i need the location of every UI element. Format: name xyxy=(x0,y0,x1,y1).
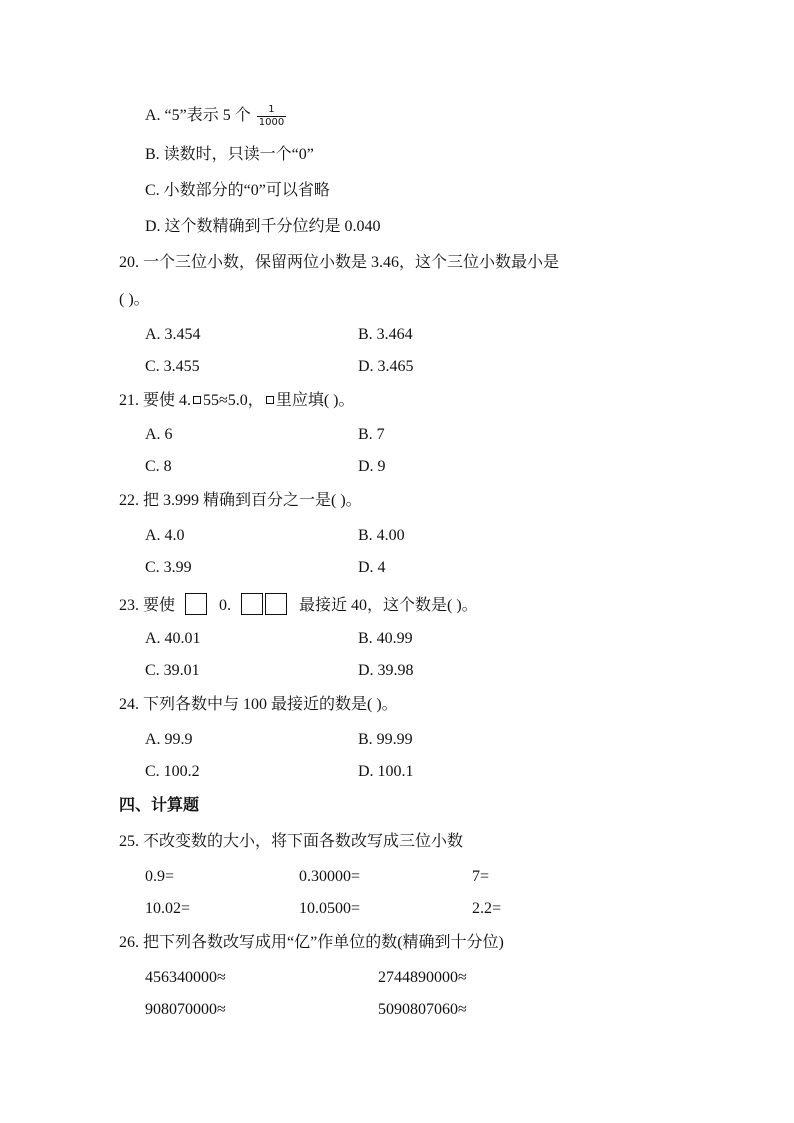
q26-item: 5090807060≈ xyxy=(378,1001,467,1018)
q20-text-line2: ( )。 xyxy=(119,291,150,308)
q23-text-pre: 23. 要使 xyxy=(119,597,176,614)
q22-text: 22. 把 3.999 精确到百分之一是( )。 xyxy=(119,492,362,509)
q20-option-c: C. 3.455 xyxy=(145,358,200,375)
q19-option-c: C. 小数部分的“0”可以省略 xyxy=(145,182,330,199)
q20-text-line1: 20. 一个三位小数，保留两位小数是 3.46，这个三位小数最小是 xyxy=(119,254,560,271)
q23-option-c: C. 39.01 xyxy=(145,662,200,679)
q22-option-b: B. 4.00 xyxy=(358,527,405,544)
q25-item: 2.2= xyxy=(472,900,502,917)
q19-option-a xyxy=(145,104,286,129)
q23-text-mid: 0. xyxy=(219,597,232,614)
q20-option-a: A. 3.454 xyxy=(145,326,201,343)
fraction-numerator: 1 xyxy=(268,104,275,115)
q21-text-post: 里应填( )。 xyxy=(275,392,355,409)
q19-option-a-text: A. “5”表示 5 个 xyxy=(145,107,251,125)
q26-text: 26. 把下列各数改写成用“亿”作单位的数(精确到十分位) xyxy=(119,934,504,951)
q22-option-d: D. 4 xyxy=(358,559,386,576)
fraction-denominator: 1000 xyxy=(258,117,285,128)
q20-option-b: B. 3.464 xyxy=(358,326,413,343)
q23-option-b: B. 40.99 xyxy=(358,630,413,647)
q21-option-d: D. 9 xyxy=(358,458,386,475)
section-heading: 四、计算题 xyxy=(119,797,200,814)
q25-item: 10.02= xyxy=(145,900,191,917)
q24-option-b: B. 99.99 xyxy=(358,731,413,748)
q19-option-b: B. 读数时，只读一个“0” xyxy=(145,146,314,163)
q22-option-a: A. 4.0 xyxy=(145,527,185,544)
q22-option-c: C. 3.99 xyxy=(145,559,192,576)
q25-item: 0.30000= xyxy=(299,868,361,885)
q25-item: 7= xyxy=(472,868,490,885)
q20-option-d: D. 3.465 xyxy=(358,358,414,375)
q24-text: 24. 下列各数中与 100 最接近的数是( )。 xyxy=(119,696,398,713)
blank-box-icon xyxy=(185,593,207,615)
q23-text xyxy=(119,593,478,618)
q25-item: 0.9= xyxy=(145,868,175,885)
q26-item: 908070000≈ xyxy=(145,1001,226,1018)
q25-text: 25. 不改变数的大小，将下面各数改写成三位小数 xyxy=(119,833,464,850)
q26-item: 2744890000≈ xyxy=(378,969,467,986)
q25-item: 10.0500= xyxy=(299,900,361,917)
q21-option-c: C. 8 xyxy=(145,458,172,475)
q19-option-d: D. 这个数精确到千分位约是 0.040 xyxy=(145,218,381,235)
q23-text-post: 最接近 40，这个数是( )。 xyxy=(299,597,478,614)
q23-option-a: A. 40.01 xyxy=(145,630,201,647)
q24-option-d: D. 100.1 xyxy=(358,763,414,780)
blank-box-icon xyxy=(265,593,287,615)
q24-option-c: C. 100.2 xyxy=(145,763,200,780)
q21-text-pre: 21. 要使 4. xyxy=(119,392,192,409)
q26-item: 456340000≈ xyxy=(145,969,226,986)
blank-box-icon xyxy=(241,593,263,615)
q24-option-a: A. 99.9 xyxy=(145,731,193,748)
q21-text-mid: 55≈5.0， xyxy=(203,392,264,409)
q21-option-b: B. 7 xyxy=(358,426,385,443)
blank-box-icon xyxy=(193,396,201,404)
q21-option-a: A. 6 xyxy=(145,426,173,443)
q23-option-d: D. 39.98 xyxy=(358,662,414,679)
q21-text xyxy=(119,391,354,411)
fraction xyxy=(257,104,286,129)
blank-box-icon xyxy=(266,396,274,404)
